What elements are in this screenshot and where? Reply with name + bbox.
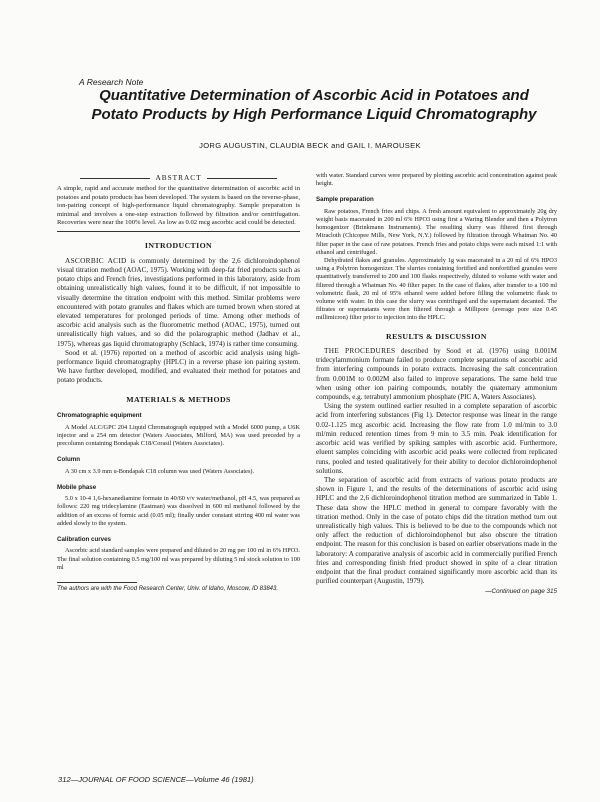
intro-paragraph-1-text: is commonly determined by the 2,6 dichloroindophenol visual titration method (AOAC, 1975). Working with deep-fat fried products such as potato chips and French fries, investigations performed in this laboratory, aside from obtaining unrealistically high values, found it to be difficult, if not impossible to visually determine the titration endpoint with this method. Similar problems were encountered with potato granules and flakes which are turned brown when stored at elevated temperatures for prolonged periods of time. Among other methods of ascorbic acid analysis such as the fluorometric method (AOAC, 1975), turned out unrealistically high values, and so did the polarographic method (Jadhav et al., 1975), whereas gas liquid chromatography (Schlack, 1974) is rather time consuming. <box>57 256 300 348</box>
column-paragraph: A 30 cm x 3.9 mm u-Bondapak C18 column was used (Waters Associates). <box>65 467 255 475</box>
title-line-2: Potato Products by High Performance Liquid Chromatography <box>91 106 537 123</box>
introduction-heading: INTRODUCTION <box>144 241 213 251</box>
intro-paragraph-1 <box>57 256 300 349</box>
continued-note: —Continued on page 315 <box>485 588 557 596</box>
methods-heading: MATERIALS & METHODS <box>126 394 231 404</box>
intro-lead-in: ASCORBIC ACID <box>65 255 127 265</box>
left-column <box>57 174 300 594</box>
footnote-divider <box>57 582 137 583</box>
abstract-text: A simple, rapid and accurate method for the quantitative determination of ascorbic acid in potatoes and potato products has been developed. The system is based on the reverse-phase, ion-pairing concept of high-performance liquid chromatography. Sample preparation is minimal and involves a one-step extraction followed by filtration and/or centrifugation. Recoveries were near the 100% level. As low as 0.02 mcg ascorbic acid could be detected. <box>57 185 300 227</box>
sample-prep-paragraph-2: Dehydrated flakes and granules. Approximately 1g was macerated in a 20 ml of 6% HPO3 using a Polytron homogenizer. The slurries containing fortified and nonfortified granules were quantitatively transferred to 200 and 100 flasks respectively, diluted to volume with water and filtered through a Whatman No. 40 filter paper. In the case of flakes, after transfer to a 100 ml volumetric flask, 20 ml of 95% ethanol were added before filling the volumetric flask to volume with water. In this case the slurry was centrifuged and the supernatant decanted. The filtrates or supernatants were then filtered through a Millipore (average pore size 0.45 millimicron) filter prior to injection into the HPLC. <box>316 257 557 322</box>
subheading-calibration: Calibration curves <box>57 535 111 543</box>
author-line: JORG AUGUSTIN, CLAUDIA BECK and GAIL I. MAROUSEK <box>199 141 421 150</box>
results-heading: RESULTS & DISCUSSION <box>386 331 487 341</box>
abstract-divider <box>57 231 300 232</box>
page-footer: 312—JOURNAL OF FOOD SCIENCE—Volume 46 (1981) <box>58 775 254 784</box>
subheading-column: Column <box>57 456 81 464</box>
title-line-1: Quantitative Determination of Ascorbic Acid in Potatoes and <box>99 87 529 104</box>
series-label: A Research Note <box>79 77 144 87</box>
equipment-paragraph: A Model ALC/GPC 204 Liquid Chromatograph equipped with a Model 6000 pump, a U6K injector and a 254 nm detector (Waters Associates, Milford, MA) was used preceded by a precolumn containing Bondapak C18/Corasil (Waters Associates). <box>57 423 300 447</box>
results-paragraph-3: The separation of ascorbic acid from extracts of various potato products are shown in Figure 1, and the results of the determinations of ascorbic acid using HPLC and the 2,6 dichloroindophenol titration method are summarized in Table 1. These data show the HPLC method in general to compare favorably with the titration method. Only in the case of potato chips did the titration method turn out unrealistically high values. This is believed to be due to the compounds which not only affect the reduction of dichloroindophenol but also obscure the titration endpoint. The reason for this conclusion is based on earlier observations made in the laboratory: A comparative analysis of ascorbic acid in commercially purified French fries and corresponding finish fried product showed in spite of a clear titration endpoint that the final product contained significantly more ascorbic acid than its purified counterpart (Augustin, 1979). <box>316 475 557 586</box>
calibration-continued: with water. Standard curves were prepared by plotting ascorbic acid concentration against peak height. <box>316 172 557 188</box>
right-column <box>316 172 557 597</box>
mobile-phase-paragraph: 5.0 x 10-4 1,6-hexanediamine formate in 40/60 v/v water/methanol, pH 4.5, was prepared as follows: 220 mg tridecylamine (Eastman) was dissolved in 600 ml methanol followed by the addition of an excess of formic acid (0.05 ml); finally under constant stirring 400 ml water was added slowly to the system. <box>57 495 300 527</box>
subheading-mobile-phase: Mobile phase <box>57 483 97 491</box>
results-paragraph-1-text: described by Sood et al. (1976) using 0.001M tridecylammonium formate failed to produce complete separations of ascorbic acid from interfering compounds in potato extracts. Increasing the salt concentration from 0.001M to 0.002M also failed to improve separations. The same held true when using other ion pairing compounds, notably the quaternary ammonium compounds, e.g. tetrabutyl ammonium phosphate (PIC A, Waters Associates). <box>316 347 557 402</box>
results-paragraph-2: Using the system outlined earlier resulted in a complete separation of ascorbic acid from interfering substances (Fig 1). Detector response was linear in the range 0.02-1.125 mcg ascorbic acid. Increasing the flow rate from 1.0 ml/min to 3.0 ml/min reduced retention times from 9 min to 3.5 min. Peak identification for ascorbic acid was verified by spiking samples with ascorbic acid. Furthermore, eluent samples coinciding with ascorbic acid peaks were collected from replicated runs, pooled and tested qualitatively for their ability to decolor dichloroindophenol solutions. <box>316 402 557 475</box>
results-paragraph-1 <box>316 346 557 402</box>
results-lead-in: THE PROCEDURES <box>324 346 396 356</box>
article-title <box>74 86 554 124</box>
calibration-paragraph: Ascorbic acid standard samples were prepared and diluted to 20 mg per 100 ml in 6% HPO3. The final solution containing 0.5 mg/100 ml was prepared by diluting 5 ml stock solution to 100 ml <box>57 547 300 571</box>
sample-prep-paragraph-1: Raw potatoes, French fries and chips. A fresh amount equivalent to approximately 20g dry weight basis macerated in 200 ml 6% HPO3 using first a Waring Blendor and then a Polytron homogenizer (Brinkmann Instruments). The resulting slurry was filtered first through Miracloth (Chicopee Mills, New York, N.Y.) followed by filtration through Whatman No. 40 filter paper in the case of raw potatoes. French fries and potato chips were each mixed 1:1 with ethanol and centrifuged. <box>316 207 557 256</box>
subheading-equipment: Chromatographic equipment <box>57 412 142 420</box>
abstract-heading: ABSTRACT <box>57 174 300 182</box>
intro-paragraph-2: Sood et al. (1976) reported on a method of ascorbic acid analysis using high-performance liquid chromatography (HPLC) in a reverse phase ion pairing system. We have further developed, modified, and evaluated their method for potatoes and potato products. <box>57 348 300 385</box>
author-footnote: The authors are with the Food Research Center, Univ. of Idaho, Moscow, ID 83843. <box>57 585 279 592</box>
subheading-sample-preparation: Sample preparation <box>316 196 374 204</box>
